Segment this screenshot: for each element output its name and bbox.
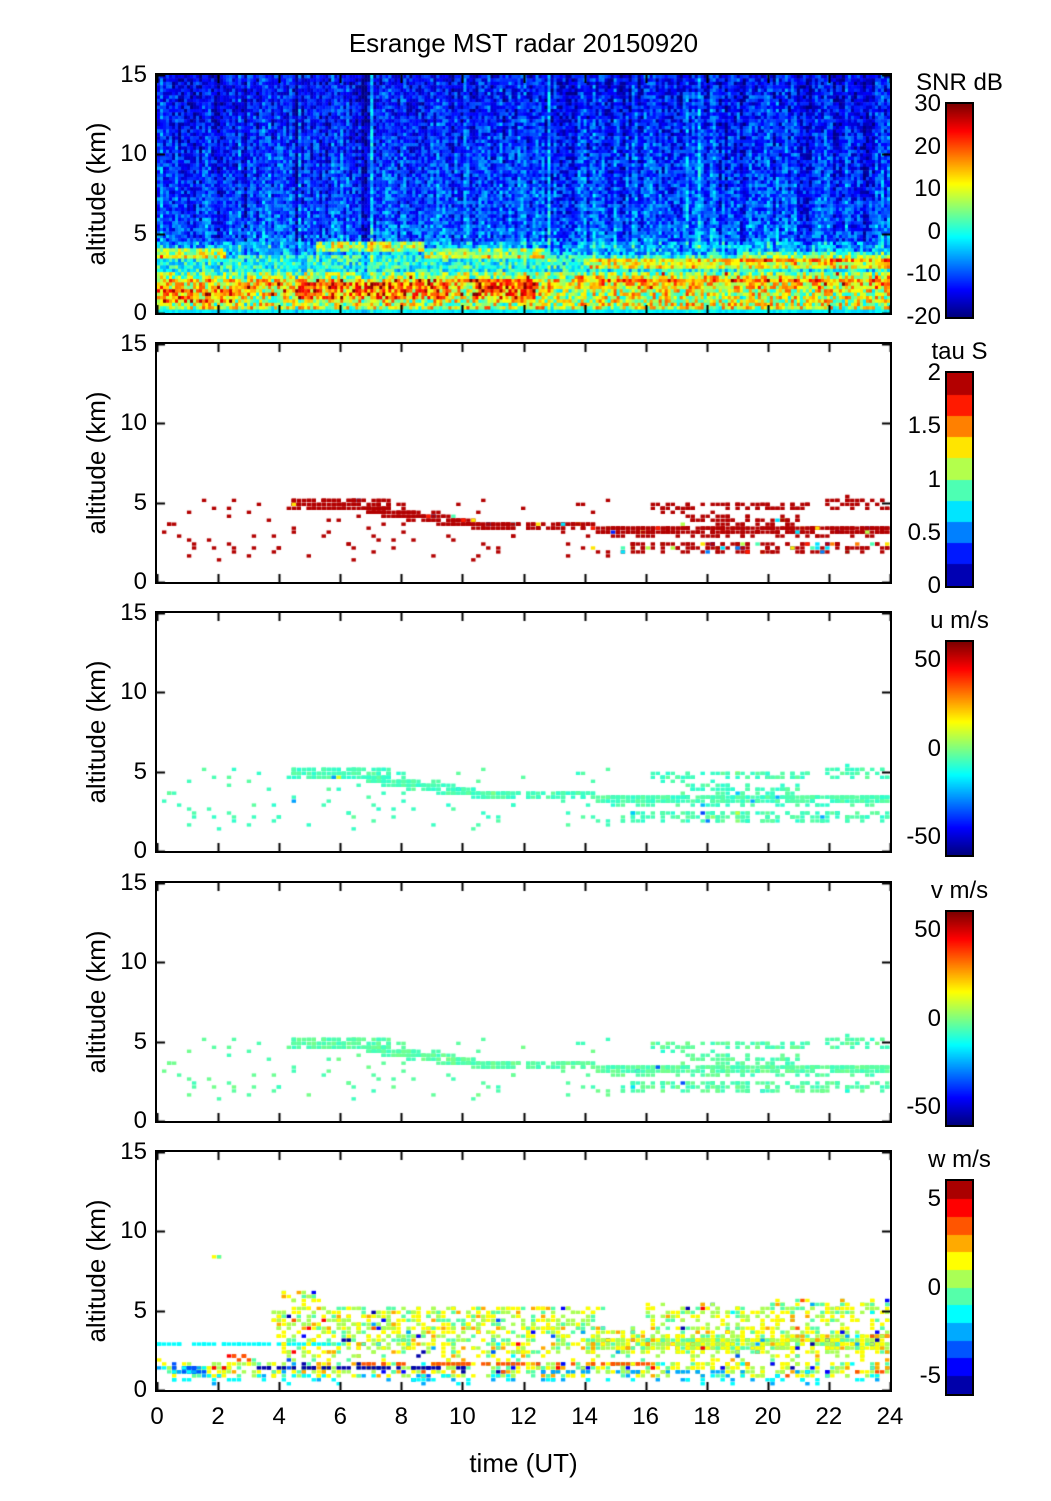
y-axis-title: altitude (km) [81, 930, 111, 1074]
colorbar-title: u m/s [930, 607, 989, 634]
colorbar-tick-label: 30 [914, 90, 941, 117]
y-axis-title: altitude (km) [81, 391, 111, 535]
y-tick-label: 10 [120, 140, 147, 168]
x-tick-label: 14 [571, 1403, 598, 1430]
y-axis-title: altitude (km) [81, 660, 111, 804]
x-tick-label: 20 [754, 1403, 782, 1430]
x-tick-label: 16 [632, 1403, 659, 1430]
figure-title: Esrange MST radar 20150920 [348, 28, 699, 58]
y-axis-title: altitude (km) [81, 1199, 111, 1343]
y-tick-label: 5 [133, 1027, 147, 1055]
colorbar-tick-label: 1 [927, 465, 941, 493]
colorbar-title: SNR dB [916, 69, 1003, 96]
y-tick-label: 15 [120, 330, 147, 357]
y-tick-label: 10 [120, 678, 147, 706]
y-tick-label: 0 [133, 299, 147, 326]
y-tick-label: 5 [133, 757, 147, 785]
y-tick-label: 15 [120, 599, 147, 626]
colorbar-tick-label: 2 [927, 359, 941, 386]
y-tick-label: 15 [120, 1138, 147, 1165]
colorbar-tick-label: 1.5 [907, 412, 941, 440]
colorbar-tick-label: 0.5 [907, 518, 941, 546]
y-axis-title: altitude (km) [81, 122, 111, 266]
y-tick-label: 15 [120, 61, 147, 88]
colorbar-title: w m/s [928, 1146, 991, 1173]
y-tick-label: 5 [133, 219, 147, 247]
x-tick-label: 0 [150, 1403, 164, 1430]
colorbar-tick-label: 0 [927, 217, 941, 245]
x-tick-label: 18 [693, 1403, 721, 1430]
colorbar-tick-label: 0 [927, 1273, 941, 1301]
y-tick-label: 15 [120, 869, 147, 896]
y-tick-label: 10 [120, 948, 147, 976]
x-tick-label: 12 [510, 1403, 537, 1430]
y-tick-label: 10 [120, 409, 147, 437]
colorbar-tick-label: 10 [914, 175, 941, 203]
colorbar-tick-label: -5 [919, 1362, 941, 1390]
y-tick-label: 0 [133, 1107, 147, 1134]
colorbar-tick-label: 50 [914, 645, 941, 673]
colorbar-tick-label: 0 [927, 734, 941, 762]
colorbar-tick-label: -10 [906, 260, 941, 288]
colorbar-tick-label: 0 [927, 1004, 941, 1032]
colorbar-tick-label: 20 [914, 132, 941, 160]
y-tick-label: 10 [120, 1217, 147, 1245]
y-tick-label: 0 [133, 837, 147, 864]
x-tick-label: 24 [876, 1403, 904, 1430]
x-tick-label: 6 [333, 1403, 347, 1430]
colorbar-tick-label: 5 [927, 1184, 941, 1212]
x-tick-label: 22 [815, 1403, 843, 1430]
y-tick-label: 5 [133, 1296, 147, 1324]
colorbar-tick-label: -50 [906, 823, 941, 851]
colorbar-title: v m/s [930, 877, 989, 904]
x-tick-label: 8 [394, 1403, 408, 1430]
colorbar-tick-label: 0 [927, 572, 941, 599]
y-tick-label: 0 [133, 1376, 147, 1403]
x-tick-label: 2 [211, 1403, 225, 1430]
colorbar-tick-label: 50 [914, 915, 941, 943]
colorbar-title: tau S [931, 338, 988, 365]
colorbar-tick-label: -50 [906, 1093, 941, 1121]
y-tick-label: 5 [133, 488, 147, 516]
y-tick-label: 0 [133, 568, 147, 595]
x-tick-label: 4 [272, 1403, 286, 1430]
colorbar-tick-label: -20 [906, 303, 941, 330]
x-tick-label: 10 [449, 1403, 476, 1430]
x-axis-title: time (UT) [469, 1448, 578, 1478]
